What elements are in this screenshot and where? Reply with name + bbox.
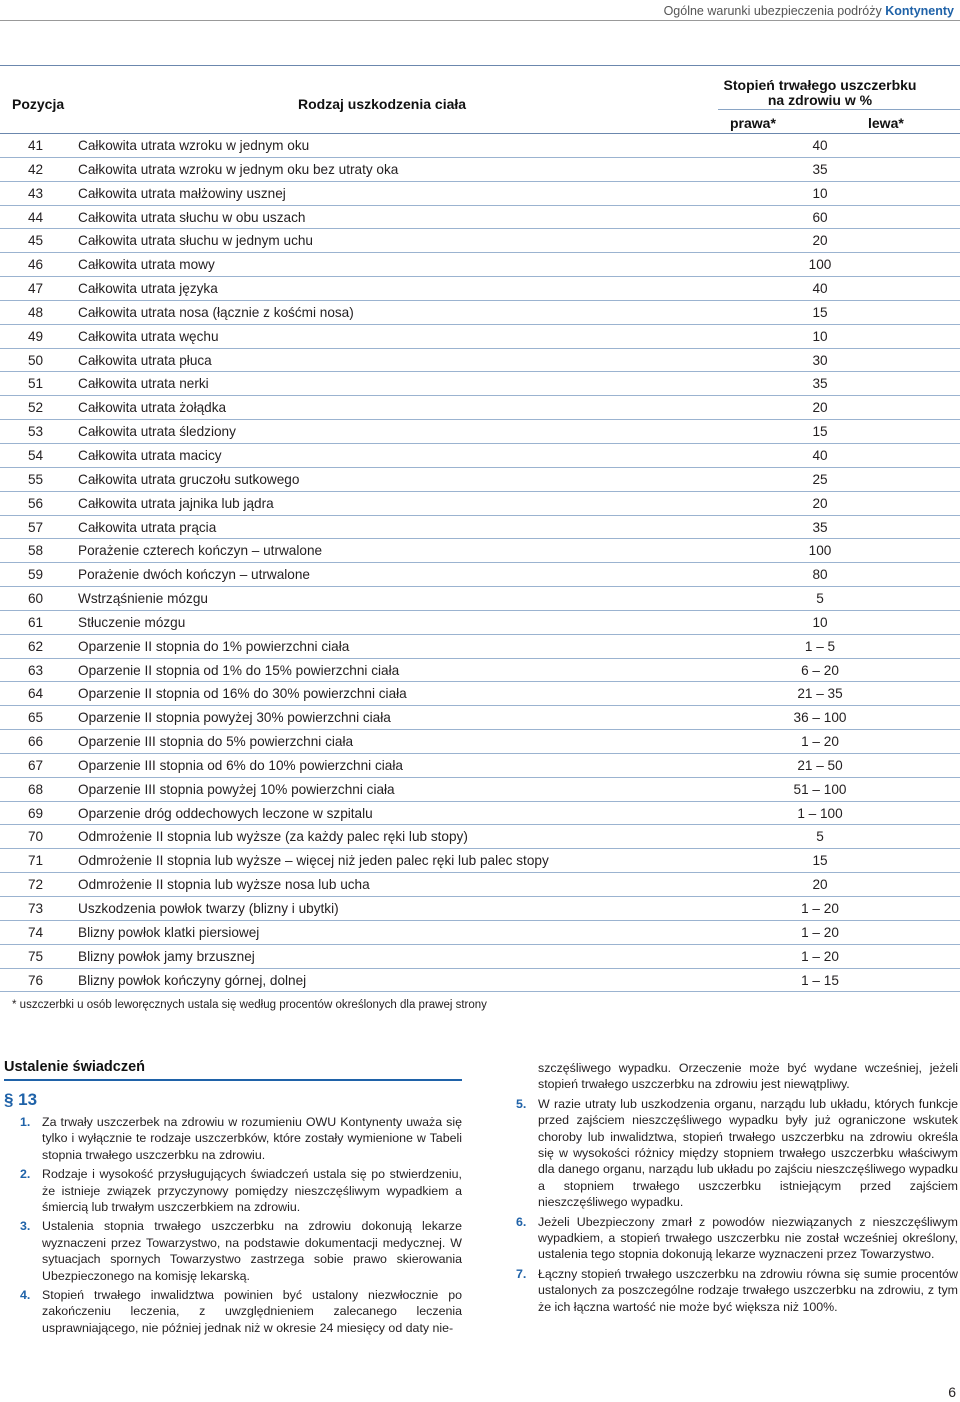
clause-text: Stopień trwałego inwalidztwa powinien być ustalony niezwłocznie po zakończeniu leczenia, z uwzględnieniem zalecanego leczenia usprawniającego, nie później jednak niż w okresie 24 miesięcy od daty nie- (42, 1288, 462, 1335)
table-row (0, 539, 960, 563)
table-row (0, 611, 960, 635)
table-row (0, 682, 960, 706)
table-row (0, 802, 960, 826)
row-injury-description: Odmrożenie II stopnia lub wyższe (za każdy palec ręki lub stopy) (78, 829, 468, 845)
row-degree-value: 5 (816, 591, 824, 607)
row-injury-description: Całkowita utrata małżowiny usznej (78, 185, 286, 201)
row-injury-description: Całkowita utrata żołądka (78, 400, 227, 416)
row-degree-value: 35 (812, 161, 828, 177)
table-row (0, 659, 960, 683)
row-position: 51 (28, 376, 44, 392)
row-injury-description: Blizny powłok klatki piersiowej (78, 924, 260, 940)
numbered-clause (516, 1214, 958, 1263)
row-position: 45 (28, 233, 44, 249)
row-position: 74 (28, 924, 44, 940)
table-footnote: * uszczerbki u osób leworęcznych ustala się według procentów określonych dla prawej strony (12, 999, 487, 1011)
row-injury-description: Wstrząśnienie mózgu (78, 591, 208, 607)
row-position: 75 (28, 948, 44, 964)
row-degree-value: 5 (816, 829, 824, 845)
row-degree-value: 20 (812, 495, 828, 511)
row-injury-description: Całkowita utrata języka (78, 281, 218, 297)
row-position: 72 (28, 877, 44, 893)
table-row (0, 563, 960, 587)
row-injury-description: Całkowita utrata nerki (78, 376, 209, 392)
table-row (0, 301, 960, 325)
row-position: 55 (28, 471, 44, 487)
row-position: 59 (28, 567, 44, 583)
row-injury-description: Całkowita utrata śledziony (78, 424, 236, 440)
clause-text: Za trwały uszczerbek na zdrowiu w rozumieniu OWU Kontynenty uważa się tylko i wyłącznie te rodzaje uszczerbków, które zostały wymienione w Tabeli stopnia trwałego uszczerbku na zdrowiu. (42, 1115, 462, 1162)
table-body (0, 134, 960, 992)
row-injury-description: Odmrożenie II stopnia lub wyższe nosa lub ucha (78, 877, 370, 893)
clause-number: 6. (516, 1214, 527, 1229)
clause-number: 1. (20, 1115, 31, 1129)
clause-text: Jeżeli Ubezpieczony zmarł z powodów niezwiązanych z nieszczęśliwym wypadkiem, a stopień trwałego uszczerbku nie został wcześniej określony, ustalenia tego stopnia dokonują lekarze wyznaczeni przez Towarzystwo. (538, 1214, 958, 1262)
clause-number: 4. (20, 1288, 31, 1303)
row-position: 61 (28, 614, 44, 630)
row-degree-value: 10 (812, 614, 828, 630)
table-row (0, 158, 960, 182)
table-row (0, 969, 960, 993)
page-header (664, 4, 954, 18)
row-injury-description: Oparzenie III stopnia powyżej 10% powierzchni ciała (78, 781, 395, 797)
row-degree-value: 100 (808, 543, 832, 559)
row-position: 64 (28, 686, 44, 702)
table-row (0, 897, 960, 921)
table-row (0, 182, 960, 206)
row-degree-value: 20 (812, 233, 828, 249)
row-injury-description: Całkowita utrata jajnika lub jądra (78, 495, 274, 511)
page-number: 6 (948, 1384, 956, 1400)
row-degree-value: 40 (812, 138, 828, 153)
row-position: 44 (28, 209, 44, 225)
row-injury-description: Porażenie dwóch kończyn – utrwalone (78, 567, 310, 583)
row-degree-value: 1 – 100 (797, 805, 843, 821)
row-position: 52 (28, 400, 44, 416)
row-position: 54 (28, 447, 44, 463)
row-position: 69 (28, 805, 44, 821)
row-degree-value: 1 – 20 (801, 734, 839, 750)
row-degree-value: 15 (812, 304, 828, 320)
row-injury-description: Odmrożenie II stopnia lub wyższe – więcej niż jeden palec ręki lub palec stopy (78, 853, 549, 869)
row-injury-description: Całkowita utrata słuchu w obu uszach (78, 209, 306, 225)
brand-name: Kontynenty (885, 4, 954, 18)
row-degree-value: 40 (812, 447, 828, 463)
row-degree-value: 1 – 20 (801, 948, 839, 964)
table-row (0, 277, 960, 301)
table-row (0, 492, 960, 516)
row-degree-value: 21 – 35 (797, 686, 843, 702)
clause-number: 3. (20, 1219, 31, 1234)
table-row (0, 849, 960, 873)
row-degree-value: 21 – 50 (797, 757, 843, 773)
section-title-rule (4, 1079, 462, 1081)
row-position: 47 (28, 281, 44, 297)
row-degree-value: 1 – 20 (801, 901, 839, 916)
clause-number: 5. (516, 1096, 527, 1111)
row-injury-description: Oparzenie II stopnia powyżej 30% powierzchni ciała (78, 710, 391, 726)
row-injury-description: Całkowita utrata macicy (78, 447, 222, 463)
row-position: 57 (28, 519, 44, 535)
row-degree-value: 15 (812, 853, 828, 869)
row-degree-value: 35 (812, 376, 828, 392)
section-title: Ustalenie świadczeń (4, 1059, 146, 1075)
clause-text: Ustalenia stopnia trwałego uszczerbku na zdrowiu dokonują lekarze wyznaczeni przez Towarzystwo, na podstawie dokumentacji medycznej. W sytuacjach spornych Towarzystwo zastrzega sobie prawo skierowania Ubezpieczonego na komisję lekarską. (42, 1219, 462, 1283)
row-injury-description: Całkowita utrata płuca (78, 352, 212, 368)
table-top-rule (0, 65, 960, 66)
table-row (0, 706, 960, 730)
row-divider (0, 991, 960, 992)
row-position: 48 (28, 304, 44, 320)
row-position: 58 (28, 543, 44, 559)
continuation-text: szczęśliwego wypadku. Orzeczenie może być wydane wcześniej, jeżeli stopień trwałego uszczerbku na zdrowiu jest niewątpliwy. (538, 1061, 958, 1092)
table-row (0, 587, 960, 611)
row-degree-value: 80 (812, 567, 828, 583)
row-injury-description: Blizny powłok jamy brzusznej (78, 948, 255, 964)
table-row (0, 396, 960, 420)
table-row (0, 134, 960, 158)
row-position: 46 (28, 257, 44, 273)
row-degree-value: 100 (808, 257, 832, 273)
row-degree-value: 36 – 100 (793, 710, 847, 726)
row-position: 73 (28, 901, 44, 916)
row-injury-description: Uszkodzenia powłok twarzy (blizny i ubytki) (78, 901, 339, 916)
row-degree-value: 1 – 15 (801, 972, 839, 988)
numbered-clause (20, 1218, 462, 1284)
row-degree-value: 1 – 20 (801, 924, 839, 940)
row-injury-description: Oparzenie III stopnia od 6% do 10% powierzchni ciała (78, 757, 403, 773)
table-row (0, 873, 960, 897)
row-position: 41 (28, 138, 44, 153)
row-injury-description: Oparzenie II stopnia do 1% powierzchni ciała (78, 638, 350, 654)
clause-number: 2. (20, 1167, 31, 1182)
row-degree-value: 40 (812, 281, 828, 297)
row-injury-description: Całkowita utrata gruczołu sutkowego (78, 471, 300, 487)
row-position: 76 (28, 972, 44, 988)
table-row (0, 349, 960, 373)
table-row (0, 206, 960, 230)
row-position: 60 (28, 591, 44, 607)
row-injury-description: Blizny powłok kończyny górnej, dolnej (78, 972, 307, 988)
row-injury-description: Oparzenie III stopnia do 5% powierzchni ciała (78, 734, 354, 750)
table-row (0, 921, 960, 945)
row-injury-description: Całkowita utrata wzroku w jednym oku (78, 138, 310, 153)
row-degree-value: 1 – 5 (804, 638, 836, 654)
row-position: 67 (28, 757, 44, 773)
table-row (0, 372, 960, 396)
row-position: 49 (28, 328, 44, 344)
row-degree-value: 30 (812, 352, 828, 368)
row-position: 66 (28, 734, 44, 750)
table-row (0, 229, 960, 253)
text-column-left (20, 1114, 462, 1339)
header-divider (0, 20, 960, 21)
numbered-clause (20, 1166, 462, 1215)
column-header-right: prawa* (730, 115, 776, 131)
table-row (0, 516, 960, 540)
text-column-right (516, 1060, 958, 1318)
row-position: 70 (28, 829, 44, 845)
table-row (0, 730, 960, 754)
row-position: 68 (28, 781, 44, 797)
row-injury-description: Całkowita utrata wzroku w jednym oku bez utraty oka (78, 161, 399, 177)
numbered-clause (516, 1096, 958, 1211)
row-injury-description: Całkowita utrata słuchu w jednym uchu (78, 233, 313, 249)
row-degree-value: 10 (812, 328, 828, 344)
row-degree-value: 51 – 100 (793, 781, 847, 797)
row-injury-description: Całkowita utrata nosa (łącznie z kośćmi nosa) (78, 304, 354, 320)
table-row (0, 825, 960, 849)
table-row (0, 444, 960, 468)
row-injury-description: Porażenie czterech kończyn – utrwalone (78, 543, 323, 559)
table-row (0, 325, 960, 349)
clause-text: Rodzaje i wysokość przysługujących świadczeń ustala się po stwierdzeniu, że istnieje związek przyczynowy pomiędzy nieszczęśliwym wypadkiem a śmiercią lub trwałym uszczerbkiem na zdrowiu. (42, 1167, 462, 1215)
row-degree-value: 10 (812, 185, 828, 201)
row-degree-value: 20 (812, 877, 828, 893)
row-position: 65 (28, 710, 44, 726)
row-position: 71 (28, 853, 44, 869)
row-position: 42 (28, 161, 44, 177)
row-position: 50 (28, 352, 44, 368)
row-degree-value: 35 (812, 519, 828, 535)
row-degree-value: 60 (812, 209, 828, 225)
row-injury-description: Stłuczenie mózgu (78, 614, 186, 630)
table-row (0, 468, 960, 492)
right-items (516, 1096, 958, 1315)
row-degree-value: 25 (812, 471, 828, 487)
degree-subheader-rule (718, 109, 960, 110)
row-injury-description: Całkowita utrata prącia (78, 519, 217, 535)
row-position: 63 (28, 662, 44, 678)
row-injury-description: Całkowita utrata mowy (78, 257, 215, 273)
row-position: 53 (28, 424, 44, 440)
row-position: 62 (28, 638, 44, 654)
table-row (0, 945, 960, 969)
clause-number: 7. (516, 1266, 527, 1281)
row-injury-description: Oparzenie dróg oddechowych leczone w szpitalu (78, 805, 373, 821)
table-row (0, 754, 960, 778)
column-header-left: lewa* (868, 115, 904, 131)
table-row (0, 635, 960, 659)
row-degree-value: 6 – 20 (801, 662, 839, 678)
row-degree-value: 20 (812, 400, 828, 416)
row-position: 43 (28, 185, 44, 201)
numbered-clause (20, 1287, 462, 1336)
numbered-clause (20, 1114, 462, 1163)
column-header-position: Pozycja (12, 96, 65, 112)
table-row (0, 253, 960, 277)
clause-text: W razie utraty lub uszkodzenia organu, narządu lub układu, których funkcje przed zajściem nieszczęśliwego wypadku były już ograniczone wskutek choroby lub inwalidztwa, stopień trwałego uszczerbku na zdrowiu określa się w wysokości różnicy między stopniem trwałego uszczerbku właściwym dla danego organu, narządu lub układu po zajściu nieszczęśliwego wypadku a stopniem trwałego uszczerbku istniejącym przed zajściem nieszczęśliwego wypadku. (538, 1096, 958, 1210)
row-degree-value: 15 (812, 424, 828, 440)
column-header-degree-unit: na zdrowiu w % (767, 92, 873, 108)
row-position: 56 (28, 495, 44, 511)
clause-text: Łączny stopień trwałego uszczerbku na zdrowiu równa się sumie procentów ustalonych za poszczególne rodzaje trwałego uszczerbku na zdrowiu, z tym że ich łączna wartość nie może być większa niż 100%. (538, 1266, 958, 1314)
row-injury-description: Oparzenie II stopnia od 1% do 15% powierzchni ciała (78, 662, 400, 678)
row-injury-description: Całkowita utrata węchu (78, 328, 219, 344)
paragraph-number: § 13 (4, 1090, 38, 1109)
column-header-injury-type: Rodzaj uszkodzenia ciała (298, 96, 467, 112)
row-injury-description: Oparzenie II stopnia od 16% do 30% powierzchni ciała (78, 686, 407, 702)
table-row (0, 420, 960, 444)
column-header-degree: Stopień trwałego uszczerbku (723, 77, 917, 93)
document-title: Ogólne warunki ubezpieczenia podróży (663, 4, 882, 18)
numbered-clause (516, 1266, 958, 1315)
table-row (0, 778, 960, 802)
